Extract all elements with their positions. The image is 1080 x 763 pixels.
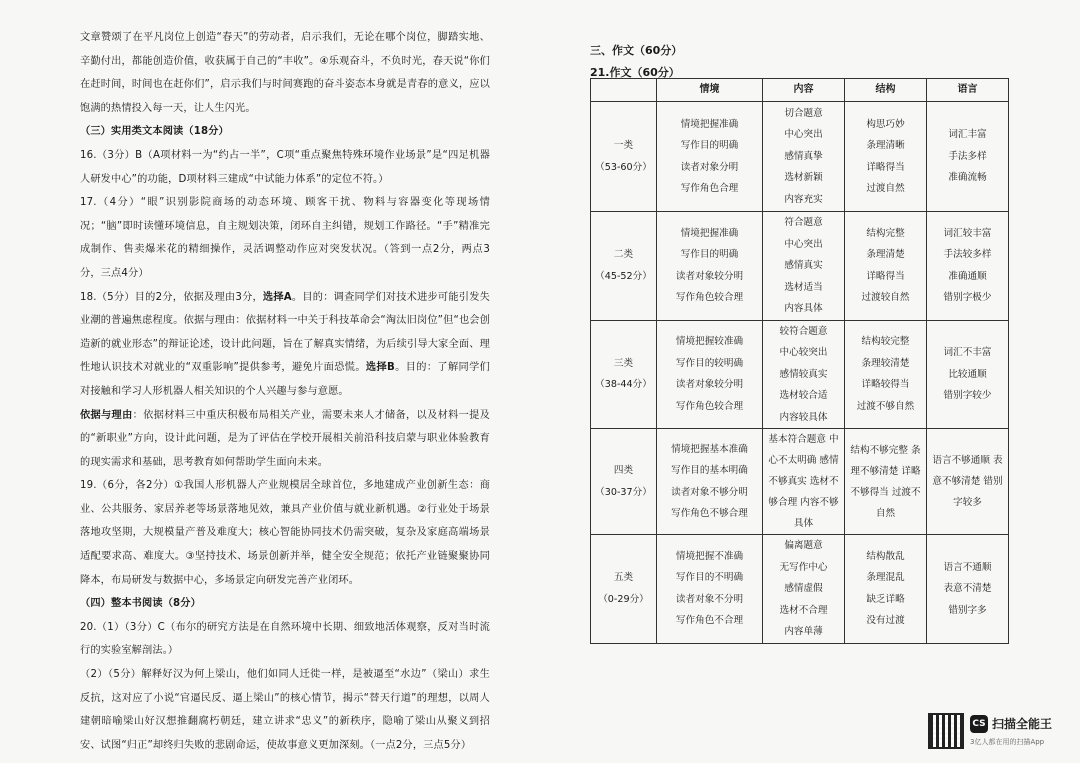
- grade-cell: [591, 320, 657, 429]
- yuyan-item: 表意不清楚: [943, 583, 992, 594]
- qingjing-item: 写作角色不够合理: [671, 508, 748, 519]
- jiegou-item: 缺乏详略: [866, 593, 905, 605]
- answer-18-lead: 18.（5分）目的2分，依据及理由3分，: [80, 291, 263, 303]
- answer-16: 16.（3分）B（A项材料一为“约占一半”，C项“重点聚焦特殊环境作业场景”是“四足机器人研发中心”的功能，D项材料三建成“中试能力体系”的定位不符。）: [80, 149, 490, 185]
- qingjing-item: 读者对象分明: [680, 161, 739, 173]
- rubric-row-5: [591, 535, 1009, 644]
- neirong-item: 内容充实: [784, 193, 823, 205]
- neirong-item: 选材新颖: [784, 172, 823, 184]
- jiegou-item: 条理清晰: [866, 140, 905, 151]
- rubric-header-row: [591, 79, 1009, 102]
- watermark-tagline: 3亿人都在用的扫描App: [970, 738, 1045, 746]
- answer-18-basis: [80, 404, 490, 475]
- yuyan-item: 词汇丰富: [948, 129, 987, 141]
- qingjing-item: 情境把握较准确: [675, 336, 744, 348]
- rubric-row-3: [591, 320, 1009, 429]
- jiegou-item: 详略得当: [866, 161, 905, 173]
- jiegou-text: 结构不够完整 条理不够清楚 详略不够得当 过渡不自然: [850, 444, 921, 519]
- neirong-cell: [763, 535, 845, 644]
- neirong-item: 中心突出: [784, 238, 823, 250]
- grade-range: （38-44分）: [595, 379, 652, 391]
- qingjing-item: 写作目的较明确: [675, 357, 744, 369]
- qingjing-item: 写作角色不合理: [675, 615, 744, 627]
- neirong-item: 偏离题意: [784, 540, 823, 551]
- neirong-item: 切合题意: [784, 107, 823, 119]
- grade-range: （45-52分）: [595, 270, 652, 282]
- neirong-item: 选材适当: [784, 281, 823, 293]
- jiegou-item: 条理清楚: [866, 249, 905, 261]
- neirong-item: 感情真挚: [784, 150, 823, 162]
- neirong-item: 无写作中心: [779, 561, 828, 573]
- grade-cell: [591, 535, 657, 644]
- neirong-item: 选材较合适: [779, 390, 828, 401]
- grade-label: 五类: [613, 572, 634, 584]
- qingjing-item: 写作角色较合理: [675, 292, 744, 304]
- grade-label: 一类: [613, 140, 634, 151]
- qingjing-item: 情境把握基本准确: [671, 443, 748, 455]
- qingjing-cell: [657, 535, 763, 644]
- neirong-item: 感情较真实: [779, 368, 828, 380]
- answer-20-2: （2）（5分）解释好汉为何上梁山，他们如同人迁徙一样，是被逼至“水边”（梁山）求生反抗，这对应了小说“官逼民反、逼上梁山”的核心情节，揭示“替天行道”的理想，以周人建朝暗喻梁山好汉想推翻腐朽朝廷，建立讲求“忠义”的新秩序，隐喻了梁山从聚义到招安、试图“归正”却终归失败的悲剧命运，使故事意义更加深刻。（一点2分，三点5分）: [80, 669, 490, 751]
- yuyan-item: 准确流畅: [948, 172, 987, 184]
- yuyan-item: 错别字较少: [943, 390, 992, 401]
- jiegou-item: 过渡较自然: [861, 292, 910, 304]
- rubric-row-1: [591, 102, 1009, 212]
- yuyan-item: 比较通顺: [948, 368, 987, 380]
- jiegou-item: 结构完整: [866, 227, 905, 239]
- grade-label: 二类: [613, 249, 634, 261]
- answer-18-tail: 。目的：了解同学们对接触和学习人形机器人相关知识的个人兴趣与参与意愿。: [80, 362, 490, 397]
- neirong-item: 内容具体: [784, 303, 823, 314]
- essay-rubric-table: [590, 78, 1009, 644]
- neirong-cell: [763, 102, 845, 212]
- qingjing-item: 写作目的明确: [680, 249, 739, 261]
- grade-cell: [591, 212, 657, 321]
- qingjing-item: 写作目的基本明确: [671, 465, 748, 476]
- neirong-cell: [763, 429, 845, 535]
- jiegou-item: 详略得当: [866, 270, 905, 282]
- jiegou-cell: [845, 535, 927, 644]
- grade-range: （0-29分）: [598, 593, 649, 605]
- qingjing-item: 情境把握准确: [680, 118, 739, 130]
- qingjing-item: 写作角色合理: [680, 183, 739, 194]
- qr-code-icon: [928, 713, 964, 749]
- jiegou-item: 条理较清楚: [861, 357, 910, 369]
- yuyan-item: 词汇不丰富: [943, 347, 992, 358]
- qingjing-item: 读者对象较分明: [675, 379, 744, 391]
- grade-cell: [591, 429, 657, 535]
- answer-18-choice-a: 选择A: [262, 291, 292, 303]
- grade-label: 四类: [613, 465, 634, 476]
- neirong-item: 选材不合理: [779, 604, 828, 616]
- yuyan-item: 手法多样: [948, 150, 987, 162]
- rubric-row-4: [591, 429, 1009, 535]
- neirong-item: 感情真实: [784, 260, 823, 271]
- answer-20-1: 20.（1）（3分）C（布尔的研究方法是在自然环境中长期、细致地活体观察，反对当时流行的实验室解剖法。）: [80, 621, 490, 657]
- essay-question-title: 21.作文（60分）: [590, 66, 680, 79]
- yuyan-item: 准确通顺: [948, 270, 987, 282]
- rubric-row-2: [591, 212, 1009, 321]
- section-3-heading: （三）实用类文本阅读（18分）: [80, 126, 229, 138]
- header-blank: [591, 79, 657, 102]
- qingjing-cell: [657, 212, 763, 321]
- qingjing-item: 写作目的不明确: [675, 572, 744, 584]
- qingjing-item: 情境把握不准确: [675, 550, 744, 562]
- grade-range: （30-37分）: [595, 486, 652, 498]
- jiegou-item: 过渡不够自然: [856, 400, 915, 412]
- answer-18-basis-label: 依据与理由: [80, 409, 133, 421]
- jiegou-item: 没有过渡: [866, 615, 905, 627]
- qingjing-item: 读者对象不分明: [675, 593, 744, 605]
- section-4-heading: （四）整本书阅读（8分）: [80, 598, 201, 610]
- jiegou-item: 结构较完整: [861, 336, 910, 348]
- jiegou-cell: [845, 320, 927, 429]
- grade-range: （53-60分）: [595, 161, 652, 173]
- yuyan-item: 词汇较丰富: [943, 227, 992, 239]
- yuyan-text: 语言不够通顺 表意不够清楚 错别字较多: [932, 455, 1003, 508]
- header-jiegou: 结构: [845, 79, 927, 102]
- neirong-item: 较符合题意: [779, 325, 828, 337]
- watermark-app-name: 扫描全能王: [992, 717, 1053, 731]
- yuyan-cell: [927, 429, 1009, 535]
- jiegou-cell: [845, 212, 927, 321]
- jiegou-item: 详略较得当: [861, 379, 910, 391]
- answer-19: 19.（6分，各2分）①我国人形机器人产业规模居全球首位，多地建成产业创新生态：商业、公共服务、家居养老等场景落地见效，兼具产业价值与就业新机遇。②行业处于场景落地攻坚期，大规模量产普及难度大；核心智能协同技术仍需突破，复杂及家庭高端场景适配要求高、难度大。③坚持技术、场景创新并举，健全安全规范；依托产业链聚聚协同降本，布局研发与数据中心，多场景定向研发完善产业闭环。: [80, 480, 490, 586]
- grade-label: 三类: [613, 357, 634, 369]
- neirong-cell: [763, 212, 845, 321]
- qingjing-item: 读者对象较分明: [675, 270, 744, 282]
- camscanner-logo-icon: CS: [970, 715, 988, 733]
- jiegou-item: 过渡自然: [866, 183, 905, 194]
- qingjing-item: 情境把握准确: [680, 227, 739, 239]
- neirong-item: 符合题意: [784, 217, 823, 228]
- yuyan-cell: [927, 535, 1009, 644]
- neirong-cell: [763, 320, 845, 429]
- neirong-text: 基本符合题意 中心不太明确 感情不够真实 选材不够合理 内容不够具体: [768, 434, 839, 529]
- jiegou-item: 结构散乱: [866, 550, 905, 562]
- jiegou-item: 条理混乱: [866, 572, 905, 584]
- qingjing-item: 写作目的明确: [680, 140, 739, 151]
- header-yuyan: 语言: [927, 79, 1009, 102]
- yuyan-item: 手法较多样: [943, 249, 992, 261]
- qingjing-item: 写作角色较合理: [675, 400, 744, 412]
- yuyan-cell: [927, 102, 1009, 212]
- answer-18-choice-b: 选择B: [365, 362, 395, 374]
- neirong-item: 中心突出: [784, 129, 823, 141]
- intro-paragraph: 文章赞颂了在平凡岗位上创造“春天”的劳动者，启示我们，无论在哪个岗位，脚踏实地、辛勤付出，都能创造价值，收获属于自己的“丰收”。④乐观奋斗，不负时光，春天说“你们在赶时间，时间也在赶你们”，启示我们与时间赛跑的奋斗姿态本身就是青春的意义，应以饱满的热情投入每一天，让人生闪光。: [80, 32, 490, 114]
- qingjing-item: 读者对象不够分明: [671, 486, 748, 498]
- answer-18: [80, 286, 490, 404]
- yuyan-cell: [927, 212, 1009, 321]
- yuyan-item: 错别字多: [948, 604, 987, 616]
- scanner-watermark: [928, 713, 1068, 753]
- essay-section-title: 三、作文（60分）: [590, 44, 683, 57]
- grade-cell: [591, 102, 657, 212]
- qingjing-cell: [657, 102, 763, 212]
- header-qingjing: 情境: [657, 79, 763, 102]
- neirong-item: 内容单薄: [784, 626, 823, 637]
- answer-18-body: 。目的：调查同学们对技术进步可能引发失业潮的普遍焦虑程度。依据与理由：依据材料一中关于科技革命会“淘汰旧岗位”但“也会创造新的就业形态”的辩证论述，设计此问题，旨在了解真实情绪，为后续引导大家全面、理性地认识技术对就业的“双重影响”提供参考，避免片面恐慌。: [80, 291, 490, 374]
- answer-17: 17.（4分）“眼”识别影院商场的动态环境、顾客干扰、物料与容器变化等现场情况；“脑”即时读懂环境信息，自主规划决策，闭环自主纠错，规划工作路径。“手”精准完成制作、售卖爆米花的精细操作，灵活调整动作应对突发状况。（答到一点2分，两点3分，三点4分）: [80, 197, 490, 279]
- neirong-item: 中心较突出: [779, 347, 828, 358]
- jiegou-cell: [845, 429, 927, 535]
- yuyan-cell: [927, 320, 1009, 429]
- qingjing-cell: [657, 429, 763, 535]
- jiegou-cell: [845, 102, 927, 212]
- neirong-item: 感情虚假: [784, 583, 823, 594]
- yuyan-item: 语言不通顺: [943, 561, 992, 573]
- answer-18-basis-text: ：依据材料三中重庆积极布局相关产业，需要未来人才储备，以及材料一提及的“新职业”方向，设计此问题，是为了评估在学校开展相关前沿科技启蒙与职业体验教育的现实需求和基础，思考教育如何帮助学生面向未来。: [80, 409, 490, 468]
- jiegou-item: 构思巧妙: [866, 118, 905, 130]
- yuyan-item: 错别字极少: [943, 292, 992, 304]
- qingjing-cell: [657, 320, 763, 429]
- header-neirong: 内容: [763, 79, 845, 102]
- left-column: [80, 26, 490, 757]
- neirong-item: 内容较具体: [779, 411, 828, 423]
